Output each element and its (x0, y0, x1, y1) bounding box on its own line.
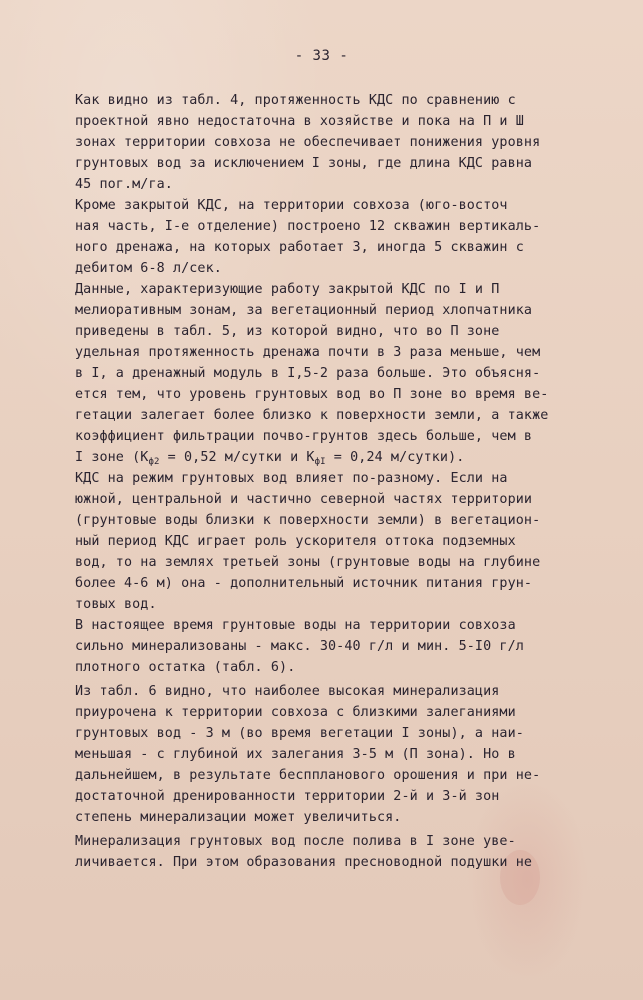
text-line: КДС на режим грунтовых вод влияет по-разному. Если на (75, 471, 508, 486)
text-line: проектной явно недостаточна в хозяйстве и пока на П и Ш (75, 114, 524, 129)
text-line: товых вод. (75, 597, 157, 612)
text-line: степень минерализации может увеличиться. (75, 810, 402, 825)
text-line: личивается. При этом образования пресноводной подушки не (75, 855, 533, 870)
text-line: удельная протяженность дренажа почти в 3 раза меньше, чем (75, 345, 541, 360)
text-line: дальнейшем, в результате бесппланового орошения и при не- (75, 768, 541, 783)
text-line: гетации залегает более близко к поверхности земли, а также (75, 408, 549, 423)
text-line: Минерализация грунтовых вод после полива в I зоне уве- (75, 834, 516, 849)
subscript: ф2 (148, 457, 160, 467)
subscript: фI (314, 457, 326, 467)
text-line: грунтовых вод за исключением I зоны, где длина КДС равна (75, 156, 533, 171)
text-line: меньшая - с глубиной их залегания 3-5 м (П зона). Но в (75, 747, 516, 762)
text-line: мелиоративным зонам, за вегетационный период хлопчатника (75, 303, 533, 318)
text-line: ется тем, что уровень грунтовых вод во П зоне во время ве- (75, 387, 549, 402)
text-line: 45 пог.м/га. (75, 177, 173, 192)
text-line: (грунтовые воды близки к поверхности земли) в вегетацион- (75, 513, 541, 528)
text-line: Кроме закрытой КДС, на территории совхоза (юго-восточ (75, 198, 508, 213)
formula-text: = 0,24 м/сутки). (325, 450, 465, 465)
text-line: зонах территории совхоза не обеспечивает понижения уровня (75, 135, 541, 150)
text-line: ная часть, I-е отделение) построено 12 скважин вертикаль- (75, 219, 541, 234)
text-line: плотного остатка (табл. 6). (75, 660, 296, 675)
text-line: дебитом 6-8 л/сек. (75, 261, 222, 276)
text-line: ного дренажа, на которых работает 3, иногда 5 скважин с (75, 240, 524, 255)
text-line: в I, а дренажный модуль в I,5-2 раза больше. Это объясня- (75, 366, 541, 381)
text-line: более 4-6 м) она - дополнительный источник питания грун- (75, 576, 533, 591)
text-line: коэффициент фильтрации почво-грунтов здесь больше, чем в (75, 429, 533, 444)
text-line: достаточной дренированности территории 2-й и 3-й зон (75, 789, 500, 804)
text-line: Как видно из табл. 4, протяженность КДС по сравнению с (75, 93, 516, 108)
formula-line (75, 449, 464, 471)
text-line: Из табл. 6 видно, что наиболее высокая минерализация (75, 684, 500, 699)
text-line: вод, то на землях третьей зоны (грунтовые воды на глубине (75, 555, 541, 570)
text-line: грунтовых вод - 3 м (во время вегетации I зоны), а наи- (75, 726, 524, 741)
text-line: сильно минерализованы - макс. 30-40 г/л и мин. 5-I0 г/л (75, 639, 524, 654)
text-line: Данные, характеризующие работу закрытой КДС по I и П (75, 282, 500, 297)
formula-text: I зоне (K (75, 450, 149, 465)
text-line: В настоящее время грунтовые воды на территории совхоза (75, 618, 516, 633)
text-line: приурочена к территории совхоза с близкими залеганиями (75, 705, 516, 720)
formula-text: = 0,52 м/сутки и K (159, 450, 315, 465)
page-number: - 33 - (294, 48, 349, 64)
text-line: приведены в табл. 5, из которой видно, что во П зоне (75, 324, 500, 339)
text-line: ный период КДС играет роль ускорителя оттока подземных (75, 534, 516, 549)
text-line: южной, центральной и частично северной частях территории (75, 492, 533, 507)
